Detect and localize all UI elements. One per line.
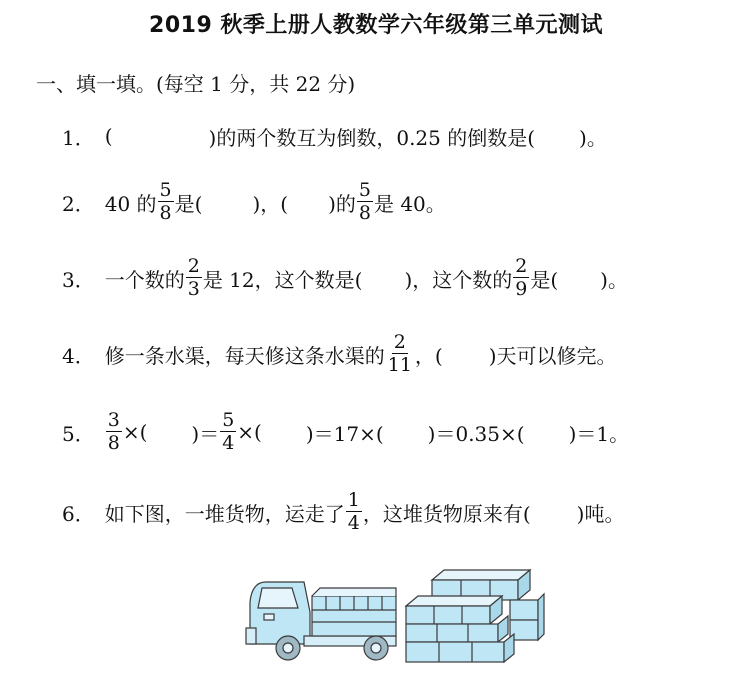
question-text: 是( [174,191,203,216]
question-text: 40 的 [104,191,157,216]
question-5 [62,402,629,462]
question-text: )的 [328,191,356,216]
fraction-numerator: 2 [515,255,528,277]
fraction-numerator: 5 [222,409,235,431]
question-text: ×( [122,420,148,444]
question-text: 是 40。 [373,191,446,216]
question-number: 6． [62,501,95,526]
fraction-numerator: 5 [358,179,371,201]
fraction-denominator: 4 [347,512,360,534]
question-text: )＝17×( [305,421,384,446]
question-text: )＝ [191,421,220,446]
question-text: 修一条水渠，每天修这条水渠的 [104,343,385,368]
question-text: 如下图，一堆货物，运走了 [104,501,345,526]
question-2 [62,172,446,232]
question-text: )＝0.35×( [427,421,525,446]
question-number: 5． [62,421,95,446]
question-3 [62,248,628,308]
question-text: )。 [579,125,607,150]
fraction-denominator: 4 [222,432,235,454]
illustration [244,566,548,668]
question-text: ，( [414,343,443,368]
question-text: ×( [237,420,262,444]
fraction [220,411,236,453]
fraction [158,181,174,223]
question-text: 是( [530,267,559,292]
question-number: 3． [62,267,95,292]
question-text: )＝1。 [568,421,630,446]
question-text: 一个数的 [104,267,185,292]
fraction [386,333,414,375]
fraction-denominator: 8 [107,432,120,454]
question-text: )。 [600,267,628,292]
fraction [106,411,122,453]
fraction-numerator: 3 [107,409,120,431]
question-text: )吨。 [576,501,625,526]
question-text: )的两个数互为倒数，0.25 的倒数是( [208,125,536,150]
question-6 [62,482,624,542]
question-text: )，( [252,191,289,216]
question-text: )天可以修完。 [488,343,617,368]
fraction-denominator: 9 [515,278,528,300]
question-number: 2． [62,191,95,216]
fraction-numerator: 1 [347,489,360,511]
section-heading: 一、填一填。(每空 1 分，共 22 分) [36,72,356,96]
question-number: 4． [62,343,95,368]
question-text: ，这堆货物原来有( [362,501,531,526]
fraction-denominator: 11 [387,354,412,376]
fraction [513,257,529,299]
question-text: ( [104,124,113,148]
question-text: 是 12，这个数是( [202,267,363,292]
question-1 [62,106,607,166]
question-text: )，这个数的 [404,267,513,292]
truck-icon [246,582,396,660]
fraction-denominator: 8 [358,202,371,224]
page-title: 2019 秋季上册人教数学六年级第三单元测试 [149,13,603,38]
fraction [357,181,373,223]
fraction-numerator: 2 [393,331,406,353]
fraction [346,491,362,533]
fraction-numerator: 2 [187,255,200,277]
question-4 [62,324,617,384]
fraction-denominator: 3 [187,278,200,300]
fraction-denominator: 8 [159,202,172,224]
question-number: 1． [62,125,95,150]
fraction [186,257,202,299]
cargo-boxes-icon [406,570,544,662]
fraction-numerator: 5 [159,179,172,201]
